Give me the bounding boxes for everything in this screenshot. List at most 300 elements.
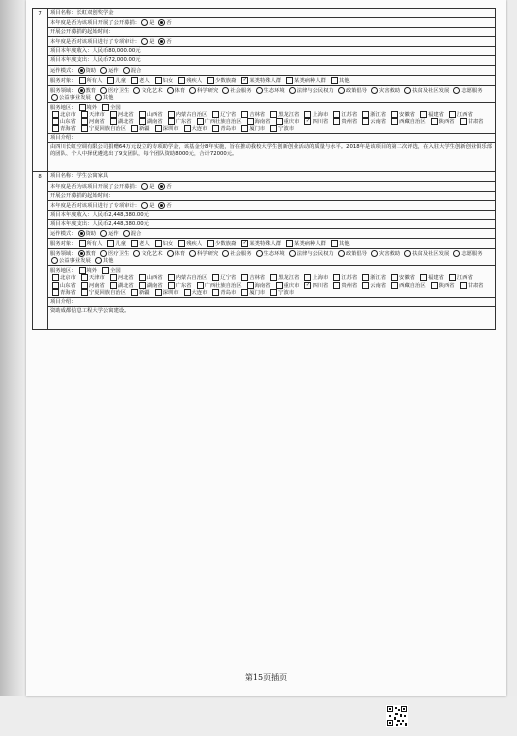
radio-button-icon	[453, 87, 460, 94]
area-option: 江苏省	[331, 112, 357, 118]
target-option: 儿童	[105, 241, 126, 247]
form-row	[33, 210, 496, 219]
field-option: 灾害救助	[370, 251, 400, 257]
area-option: ✓ 四川省	[305, 281, 329, 289]
form-cell	[48, 143, 496, 172]
checkbox-icon	[81, 274, 88, 281]
radio-button-icon	[222, 250, 229, 257]
checkbox-icon	[431, 118, 438, 125]
radio-button-icon	[100, 230, 107, 237]
item-number: 7	[33, 9, 48, 172]
radio-button-icon	[123, 230, 130, 237]
project-name-label: 项目名称：	[50, 173, 77, 180]
form-row	[33, 228, 496, 238]
checkbox-icon	[110, 118, 117, 125]
mode-option: 运作	[99, 231, 119, 237]
form-row	[33, 28, 496, 37]
checkbox-icon	[449, 274, 456, 281]
checkbox-icon	[207, 77, 214, 84]
checkbox-icon	[168, 274, 175, 281]
field-option: 志愿服务	[452, 88, 482, 94]
field-option: 文化艺术	[132, 251, 162, 257]
radio-button-icon	[123, 67, 130, 74]
radio-button-icon	[141, 202, 148, 209]
field-option: 其他	[94, 95, 114, 101]
radio-button-icon	[158, 202, 165, 209]
project-intro: 由四川长虹空调有限公司捐赠64万元设立的专项助学金，该基金分8年实施，旨在推动我校大学生创新创业活动的质量与水平。2018年是该项目的第二次评选，在入驻大学生创新创业俱乐部的团队、个人中择优遴选出了9支团队，每个团队资助8000元，合计72000元。	[50, 144, 493, 158]
field-label: 服务领域：	[50, 251, 77, 258]
project-name-label: 项目名称：	[50, 10, 77, 16]
checkbox-icon	[304, 111, 311, 118]
checkbox-icon	[276, 282, 283, 289]
form-row	[33, 37, 496, 47]
area-option: 河北省	[108, 112, 134, 118]
target-option: 老人	[129, 78, 150, 84]
area-option: 山西省	[137, 275, 163, 281]
item-number: 8	[33, 172, 48, 329]
area-option: 深圳市	[153, 126, 179, 132]
target-option: ✓ 某类特殊人群	[242, 240, 282, 248]
target-option: 妇女	[153, 241, 174, 247]
form-row	[33, 306, 496, 329]
area-option: 贵州省	[331, 283, 357, 289]
radio-button-icon	[338, 87, 345, 94]
checkbox-icon	[391, 274, 398, 281]
form-cell	[48, 47, 496, 56]
checkbox-icon	[391, 118, 398, 125]
area-option: 境外	[77, 105, 98, 111]
radio-button-icon	[51, 257, 58, 264]
radio-no: 否	[157, 39, 171, 45]
checkbox-icon	[460, 282, 467, 289]
field-option: 科学研究	[188, 88, 218, 94]
mode-option: 混合	[122, 68, 142, 74]
form-row	[33, 18, 496, 28]
form-row	[33, 56, 496, 65]
form-cell	[48, 134, 496, 143]
area-option: 深圳市	[153, 290, 179, 296]
audit-question: 本年度是否对该项目进行了专项审计：	[50, 39, 141, 46]
form-cell	[48, 266, 496, 297]
form-cell	[48, 9, 496, 18]
field-option: 志愿服务	[452, 251, 482, 257]
checkbox-icon	[168, 282, 175, 289]
checkbox-icon	[155, 125, 162, 132]
checkbox-icon	[247, 282, 254, 289]
checkbox-icon	[362, 282, 369, 289]
radio-button-icon	[95, 94, 102, 101]
radio-button-icon	[167, 87, 174, 94]
area-option: 北京市	[50, 275, 76, 281]
area-option: 黑龙江省	[268, 275, 299, 281]
area-option: 广西壮族自治区	[195, 283, 242, 289]
area-option: 甘肃省	[458, 283, 484, 289]
checkbox-icon	[79, 104, 86, 111]
field-option: 社会服务	[221, 251, 251, 257]
checkbox-icon	[131, 125, 138, 132]
target-option: ✓ 某类特殊人群	[242, 76, 282, 84]
checkbox-icon	[79, 240, 86, 247]
radio-button-icon	[141, 183, 148, 190]
target-option: 少数族裔	[205, 241, 236, 247]
area-option: ✓ 四川省	[305, 118, 329, 126]
area-option: 福建省	[418, 275, 444, 281]
checkbox-icon	[81, 111, 88, 118]
area-option: 内蒙古自治区	[166, 112, 208, 118]
checkbox-icon	[362, 118, 369, 125]
fundraising-start-label: 开展公开募捐的起始时间：	[50, 192, 114, 199]
area-option: 新疆	[129, 290, 150, 296]
area-option: 山东省	[50, 119, 76, 125]
page-footer: 第15页插页	[244, 673, 288, 682]
field-option: 法律与公民权力	[288, 251, 334, 257]
area-option: 宁夏回族自治区	[79, 290, 126, 296]
intro-label: 项目介绍：	[50, 298, 77, 305]
audit-question: 本年度是否对该项目进行了专项审计：	[50, 202, 141, 209]
area-option: 江苏省	[331, 275, 357, 281]
checkbox-icon	[270, 274, 277, 281]
checkbox-icon	[110, 111, 117, 118]
mode-option: 资助	[77, 231, 97, 237]
checkbox-icon	[52, 289, 59, 296]
radio-button-icon	[141, 38, 148, 45]
field-option: 灾害救助	[370, 88, 400, 94]
checkbox-icon	[276, 118, 283, 125]
area-option: 宁波市	[268, 290, 294, 296]
form-cell	[48, 228, 496, 238]
project-form-table	[32, 8, 496, 330]
checkbox-icon	[241, 289, 248, 296]
checkbox-icon	[107, 77, 114, 84]
area-option: 海南省	[245, 283, 271, 289]
checkbox-icon	[212, 111, 219, 118]
form-cell	[48, 172, 496, 181]
radio-button-icon	[404, 87, 411, 94]
area-option: 天津市	[79, 112, 105, 118]
area-option: 青海省	[50, 126, 76, 132]
radio-yes: 是	[140, 39, 154, 45]
area-option: 黑龙江省	[268, 112, 299, 118]
area-option: 河南省	[79, 283, 105, 289]
radio-button-icon	[100, 87, 107, 94]
checkbox-icon	[139, 111, 146, 118]
checkbox-icon: ✓	[242, 240, 247, 247]
fundraising-question: 本年度是否为该项目开展了公开募捐：	[50, 183, 141, 190]
form-row	[33, 102, 496, 133]
checkbox-icon	[333, 118, 340, 125]
checkbox-icon	[52, 274, 59, 281]
target-option: 某类病种人群	[284, 78, 326, 84]
area-option: 广西壮族自治区	[195, 119, 242, 125]
area-option: 大连市	[182, 126, 208, 132]
area-option: 北京市	[50, 112, 76, 118]
radio-yes: 是	[140, 203, 154, 209]
target-option: 某类病种人群	[284, 241, 326, 247]
checkbox-icon	[420, 111, 427, 118]
target-option: 残疾人	[176, 78, 202, 84]
form-cell	[48, 181, 496, 191]
target-option: 其他	[329, 78, 350, 84]
field-option: 体育	[166, 251, 186, 257]
area-option: 海南省	[245, 119, 271, 125]
target-option: 所有人	[77, 78, 103, 84]
checkbox-icon	[81, 118, 88, 125]
checkbox-icon: ✓	[305, 118, 311, 125]
document-page	[26, 0, 506, 696]
checkbox-icon	[52, 118, 59, 125]
checkbox-icon	[168, 111, 175, 118]
checkbox-icon	[247, 118, 254, 125]
field-option: 医疗卫生	[99, 251, 129, 257]
mode-label: 运作模式：	[50, 230, 77, 237]
checkbox-icon	[107, 240, 114, 247]
project-name: 长虹双创奖学金	[76, 10, 114, 16]
form-row	[33, 181, 496, 191]
area-option: 山西省	[137, 112, 163, 118]
checkbox-icon	[184, 125, 191, 132]
area-option: 全国	[100, 105, 121, 111]
mode-option: 资助	[77, 68, 97, 74]
area-option: 湖南省	[137, 283, 163, 289]
form-cell	[48, 85, 496, 102]
area-option: 广东省	[166, 119, 192, 125]
area-option: 湖北省	[108, 283, 134, 289]
area-option: 吉林省	[239, 275, 265, 281]
radio-button-icon	[371, 87, 378, 94]
area-label: 服务地区：	[50, 268, 77, 275]
radio-button-icon	[289, 87, 296, 94]
field-option: 文化艺术	[132, 88, 162, 94]
area-option: 云南省	[360, 119, 386, 125]
area-option: 安徽省	[389, 275, 415, 281]
checkbox-icon	[362, 274, 369, 281]
mode-option: 混合	[122, 231, 142, 237]
field-label: 服务领域：	[50, 87, 77, 94]
checkbox-icon	[52, 282, 59, 289]
field-option: 社会服务	[221, 88, 251, 94]
radio-button-icon	[453, 250, 460, 257]
radio-button-icon	[404, 250, 411, 257]
income-value: 人民币2,448,380.00元	[92, 211, 149, 218]
form-cell	[48, 306, 496, 329]
checkbox-icon	[110, 274, 117, 281]
checkbox-icon	[79, 77, 86, 84]
checkbox-icon	[331, 77, 338, 84]
field-option: 医疗卫生	[99, 88, 129, 94]
field-option: 体育	[166, 88, 186, 94]
checkbox-icon	[197, 118, 204, 125]
mode-option: 运作	[99, 68, 119, 74]
form-cell	[48, 37, 496, 47]
mode-label: 运作模式：	[50, 67, 77, 74]
expense-value: 人民币2,448,380.00元	[92, 220, 149, 227]
radio-button-icon	[222, 87, 229, 94]
area-option: 新疆	[129, 126, 150, 132]
target-label: 服务对象：	[50, 241, 77, 248]
checkbox-icon	[184, 289, 191, 296]
checkbox-icon	[304, 274, 311, 281]
form-row	[33, 200, 496, 210]
radio-button-icon	[133, 87, 140, 94]
form-row	[33, 9, 496, 18]
checkbox-icon	[212, 274, 219, 281]
checkbox-icon	[168, 118, 175, 125]
form-row	[33, 65, 496, 75]
project-name: 学生公寓家具	[76, 173, 109, 180]
checkbox-icon	[207, 240, 214, 247]
checkbox-icon: ✓	[305, 281, 311, 288]
checkbox-icon	[81, 289, 88, 296]
checkbox-icon	[449, 111, 456, 118]
checkbox-icon	[362, 111, 369, 118]
area-label: 服务地区：	[50, 104, 77, 111]
radio-yes: 是	[140, 184, 154, 190]
checkbox-icon	[131, 289, 138, 296]
area-option: 陕西省	[429, 283, 455, 289]
area-option: 辽宁省	[210, 275, 236, 281]
form-row	[33, 191, 496, 200]
radio-button-icon	[256, 250, 263, 257]
checkbox-icon	[241, 274, 248, 281]
income-label: 项目本年度收入：	[50, 211, 93, 218]
radio-button-icon	[158, 19, 165, 26]
form-cell	[48, 65, 496, 75]
checkbox-icon	[431, 282, 438, 289]
area-option: 青岛市	[210, 126, 236, 132]
checkbox-icon	[102, 267, 109, 274]
radio-no: 否	[157, 203, 171, 209]
area-option: 厦门市	[239, 126, 265, 132]
intro-label: 项目介绍：	[50, 135, 77, 142]
area-option: 浙江省	[360, 275, 386, 281]
target-option: 少数族裔	[205, 78, 236, 84]
form-row	[33, 249, 496, 266]
field-option: 其他	[94, 258, 114, 264]
checkbox-icon	[131, 240, 138, 247]
checkbox-icon	[139, 118, 146, 125]
form-cell	[48, 56, 496, 65]
area-option: 西藏自治区	[389, 283, 426, 289]
form-row	[33, 75, 496, 85]
income-label: 项目本年度收入：	[50, 48, 93, 55]
area-option: 福建省	[418, 112, 444, 118]
target-option: 妇女	[153, 78, 174, 84]
checkbox-icon	[331, 240, 338, 247]
radio-button-icon	[100, 67, 107, 74]
area-option: 吉林省	[239, 112, 265, 118]
area-option: 湖北省	[108, 119, 134, 125]
field-option: 教育	[77, 88, 97, 94]
checkbox-icon	[286, 77, 293, 84]
area-option: 境外	[77, 268, 98, 274]
form-cell	[48, 191, 496, 200]
form-cell	[48, 75, 496, 85]
area-option: 上海市	[302, 275, 328, 281]
radio-button-icon	[289, 250, 296, 257]
form-cell	[48, 239, 496, 249]
form-row	[33, 266, 496, 297]
checkbox-icon	[333, 111, 340, 118]
form-row	[33, 297, 496, 306]
checkbox-icon	[270, 111, 277, 118]
field-option: 生态环境	[255, 88, 285, 94]
radio-yes: 是	[140, 20, 154, 26]
checkbox-icon	[139, 274, 146, 281]
area-option: 云南省	[360, 283, 386, 289]
checkbox-icon	[81, 282, 88, 289]
checkbox-icon	[79, 267, 86, 274]
expense-value: 人民币72,000.00元	[92, 57, 141, 64]
area-option: 宁夏回族自治区	[79, 126, 126, 132]
radio-button-icon	[167, 250, 174, 257]
form-row	[33, 172, 496, 181]
checkbox-icon	[131, 77, 138, 84]
field-option: 公益事业发展	[50, 258, 91, 264]
scan-bottom-strip	[0, 696, 517, 736]
form-cell	[48, 210, 496, 219]
checkbox-icon	[241, 125, 248, 132]
field-option: 教育	[77, 251, 97, 257]
radio-button-icon	[133, 250, 140, 257]
area-option: 陕西省	[429, 119, 455, 125]
area-option: 重庆市	[274, 283, 300, 289]
area-option: 浙江省	[360, 112, 386, 118]
area-option: 河北省	[108, 275, 134, 281]
form-cell	[48, 18, 496, 28]
radio-button-icon	[78, 87, 85, 94]
area-option: 山东省	[50, 283, 76, 289]
checkbox-icon	[155, 77, 162, 84]
form-cell	[48, 28, 496, 37]
radio-button-icon	[158, 183, 165, 190]
field-option: 生态环境	[255, 251, 285, 257]
area-option: 宁波市	[268, 126, 294, 132]
target-option: 老人	[129, 241, 150, 247]
form-cell	[48, 102, 496, 133]
field-option: 法律与公民权力	[288, 88, 334, 94]
area-option: 天津市	[79, 275, 105, 281]
target-option: 所有人	[77, 241, 103, 247]
checkbox-icon	[110, 282, 117, 289]
field-option: 扶贫及社区发展	[403, 88, 449, 94]
radio-button-icon	[95, 257, 102, 264]
field-option: 公益事业发展	[50, 95, 91, 101]
checkbox-icon	[391, 111, 398, 118]
target-option: 其他	[329, 241, 350, 247]
form-cell	[48, 219, 496, 228]
fundraising-start-label: 开展公开募捐的起始时间：	[50, 29, 114, 36]
field-option: 扶贫及社区发展	[403, 251, 449, 257]
checkbox-icon	[155, 289, 162, 296]
form-cell	[48, 249, 496, 266]
field-option: 政策倡导	[337, 88, 367, 94]
area-option: 内蒙古自治区	[166, 275, 208, 281]
area-option: 大连市	[182, 290, 208, 296]
fundraising-question: 本年度是否为该项目开展了公开募捐：	[50, 20, 141, 27]
checkbox-icon	[286, 240, 293, 247]
form-row	[33, 47, 496, 56]
radio-no: 否	[157, 184, 171, 190]
radio-button-icon	[51, 94, 58, 101]
radio-button-icon	[189, 87, 196, 94]
checkbox-icon: ✓	[242, 76, 247, 83]
area-option: 厦门市	[239, 290, 265, 296]
radio-button-icon	[189, 250, 196, 257]
form-cell	[48, 297, 496, 306]
radio-button-icon	[158, 38, 165, 45]
radio-button-icon	[78, 67, 85, 74]
area-option: 安徽省	[389, 112, 415, 118]
